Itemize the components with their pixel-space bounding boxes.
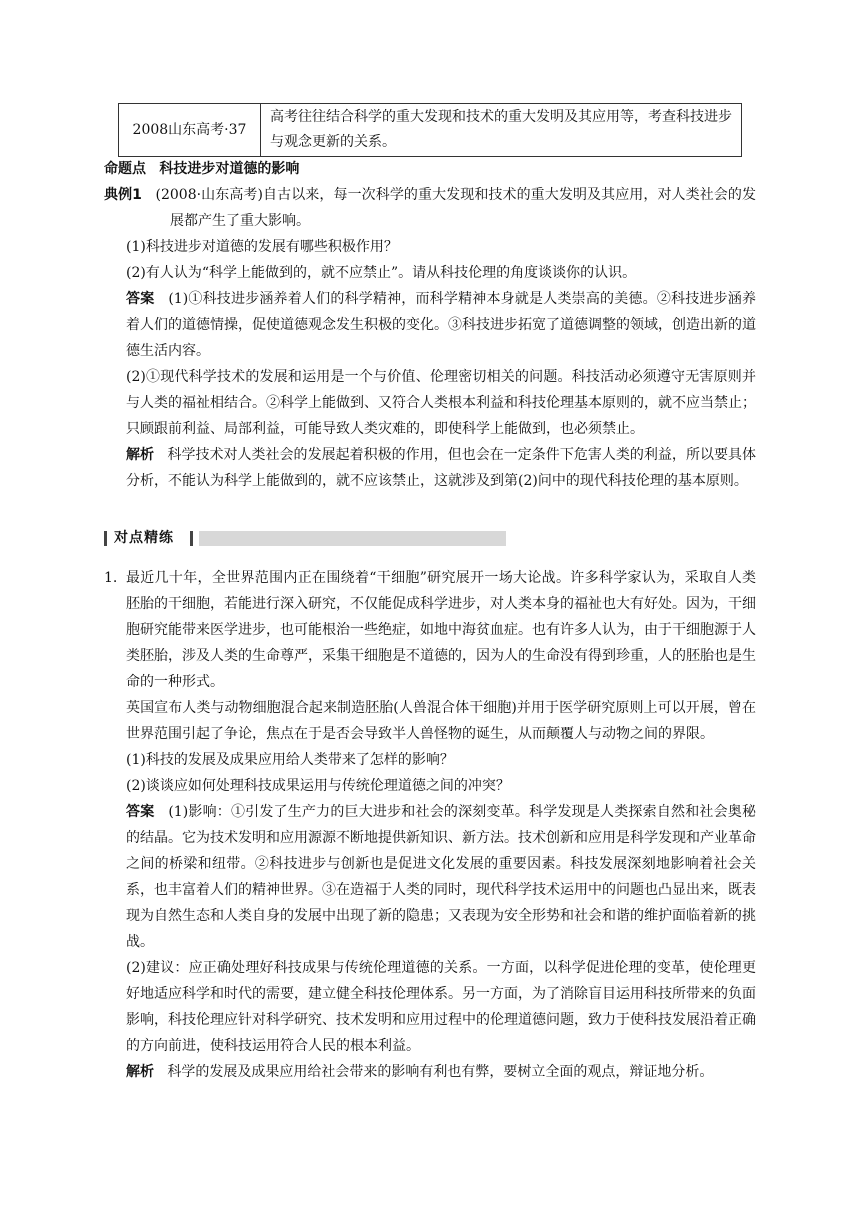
section-grey-band — [199, 531, 506, 546]
topic-label: 命题点 — [104, 161, 146, 177]
section-left-bar — [104, 531, 107, 546]
section-header — [104, 529, 756, 548]
example-intro-paragraph — [104, 182, 756, 234]
table-row — [119, 104, 742, 157]
example-intro: (2008·山东高考)自古以来，每一次科学的重大发现和技术的重大发明及其应用，对人类社会的发展都产生了重大影响。 — [155, 187, 756, 229]
example-block — [104, 182, 756, 494]
example-answer-1-paragraph — [104, 286, 756, 364]
exam-description-cell: 高考往往结合科学的重大发现和技术的重大发明及其应用等，考查科技进步与观念更新的关系。 — [261, 104, 742, 157]
example-answer-1: (1)①科技进步涵养着人们的科学精神，而科学精神本身就是人类崇高的美德。②科技进步涵养着人们的道德情操，促使道德观念发生积极的变化。③科技进步拓宽了道德调整的领域，创造出新的道德生活内容。 — [126, 291, 756, 359]
exercise-number: 1. — [104, 570, 118, 586]
example-answer-label: 答案 — [126, 291, 155, 307]
exercise-paragraph-1: 最近几十年，全世界范围内正在围绕着“干细胞”研究展开一场大论战。许多科学家认为，采取自人类胚胎的干细胞，若能进行深入研究，不仅能促成科学进步，对人类本身的福祉也大有好处。因为，干细胞研究能带来医学进步，也可能根治一些绝症，如地中海贫血症。也有许多人认为，由于干细胞源于人类胚胎，涉及人类的生命尊严，采集干细胞是不道德的，因为人的生命没有得到珍重，人的胚胎也是生命的一种形式。 — [126, 570, 756, 690]
exercise-block — [126, 565, 756, 1085]
example-analysis-paragraph — [104, 442, 756, 494]
exercise-answer-1: (1)影响：①引发了生产力的巨大进步和社会的深刻变革。科学发现是人类探索自然和社会奥秘的结晶。它为技术发明和应用源源不断地提供新知识、新方法。技术创新和应用是科学发现和产业革命之间的桥梁和纽带。②科技进步与创新也是促进文化发展的重要因素。科技发展深刻地影响着社会关系，也丰富着人们的精神世界。③在造福于人类的同时，现代科学技术运用中的问题也凸显出来，既表现为自然生态和人类自身的发展中出现了新的隐患；又表现为安全形势和社会和谐的维护面临着新的挑战。 — [126, 804, 756, 950]
example-answer-2: (2)①现代科学技术的发展和运用是一个与价值、伦理密切相关的问题。科技活动必须遵守无害原则并与人类的福祉相结合。②科学上能做到、又符合人类根本利益和科技伦理基本原则的，就不应当禁止；只顾跟前利益、局部利益，可能导致人类灾难的，即使科学上能做到，也必须禁止。 — [126, 369, 756, 437]
exam-info-table — [118, 103, 742, 157]
exercise-answer-2: (2)建议：应正确处理好科技成果与传统伦理道德的关系。一方面，以科学促进伦理的变革，使伦理更好地适应科学和时代的需要，建立健全科技伦理体系。另一方面，为了消除盲目运用科技所带来的负面影响，科技伦理应针对科学研究、技术发明和应用过程中的伦理道德问题，致力于使科技发展沿着正确的方向前进，使科技运用符合人民的根本利益。 — [126, 960, 756, 1054]
exercise-analysis: 科学的发展及成果应用给社会带来的影响有利也有弊，要树立全面的观点，辩证地分析。 — [167, 1064, 714, 1080]
exercise-question-2: (2)谈谈应如何处理科技成果运用与传统伦理道德之间的冲突？ — [126, 778, 510, 794]
exercise-question-1: (1)科技的发展及成果应用给人类带来了怎样的影响？ — [126, 752, 454, 768]
topic-heading — [104, 156, 756, 182]
example-analysis-label: 解析 — [126, 447, 155, 463]
exercise-answer-1-paragraph — [126, 799, 756, 955]
topic-title: 科技进步对道德的影响 — [159, 161, 300, 177]
exam-source-cell: 2008山东高考·37 — [119, 104, 261, 157]
example-label: 典例1 — [104, 187, 142, 203]
exercise-answer-label: 答案 — [126, 804, 155, 820]
section-title: 对点精练 — [114, 530, 174, 546]
example-question-2: (2)有人认为“科学上能做到的，就不应禁止”。请从科技伦理的角度谈谈你的认识。 — [126, 265, 637, 281]
example-analysis: 科学技术对人类社会的发展起着积极的作用，但也会在一定条件下危害人类的利益，所以要具体分析，不能认为科学上能做到的，就不应该禁止，这就涉及到第(2)问中的现代科技伦理的基本原则。 — [126, 447, 757, 489]
exercise-analysis-paragraph — [126, 1059, 756, 1085]
example-question-1: (1)科技进步对道德的发展有哪些积极作用？ — [126, 239, 398, 255]
exercise-paragraph-2: 英国宣布人类与动物细胞混合起来制造胚胎(人兽混合体干细胞)并用于医学研究原则上可以开展，曾在世界范围引起了争论，焦点在于是否会导致半人兽怪物的诞生，从而颠覆人与动物之间的界限。 — [126, 700, 756, 742]
section-right-bar — [190, 531, 193, 546]
exercise-analysis-label: 解析 — [126, 1064, 154, 1080]
